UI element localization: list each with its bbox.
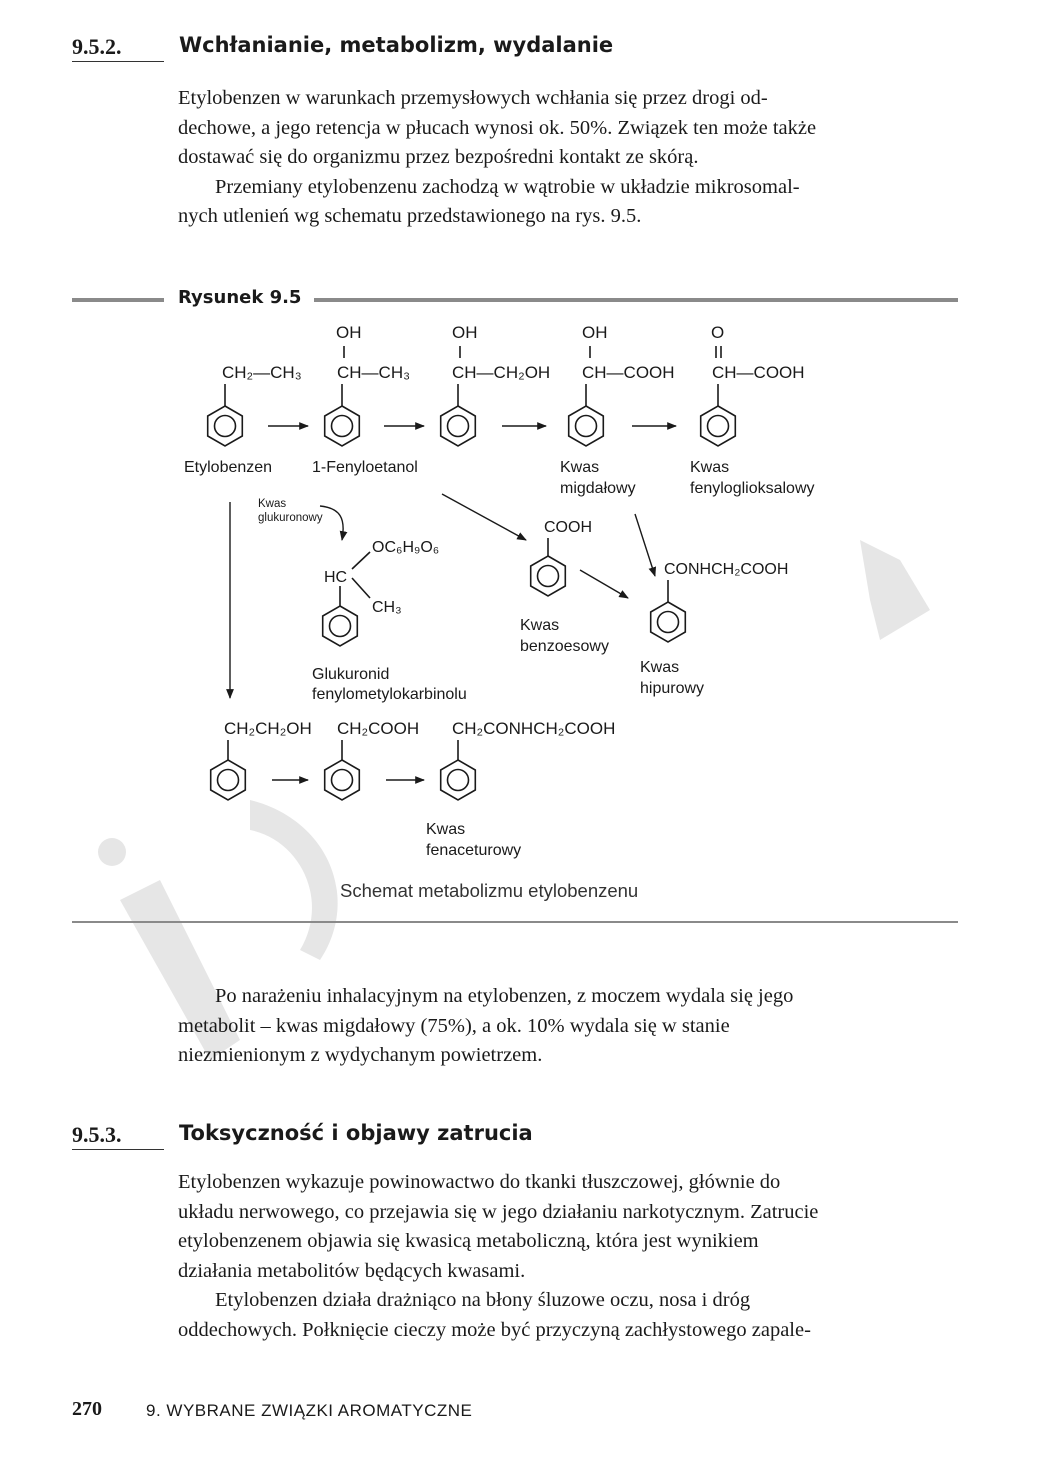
formula-migdalowy: CH—COOH	[582, 363, 675, 382]
arrow-to-benzoic	[442, 494, 526, 540]
text-line: nych utlenień wg schematu przedstawionego na rys. 9.5.	[178, 205, 642, 227]
name-migdalowy-2: migdałowy	[560, 480, 636, 497]
text-line: etylobenzenem objawia się kwasicą metaboliczną, która jest wynikiem	[178, 1230, 759, 1252]
benzene-ring-fenylooctowy	[325, 760, 360, 800]
running-footer: 9. WYBRANE ZWIĄZKI AROMATYCZNE	[146, 1401, 473, 1420]
glucuronide-name-2: fenylometylokarbinolu	[312, 686, 467, 703]
o-label: O	[711, 323, 725, 342]
text-line: metabolit – kwas migdałowy (75%), a ok. 10% wydala się w stanie	[178, 1014, 730, 1037]
hippuric-name-2: hipurowy	[640, 680, 705, 697]
benzene-ring-fenyloetanol-2	[211, 760, 246, 800]
benzene-ring-fenaceturowy	[441, 760, 476, 800]
benzene-ring-fenyloetanol	[325, 406, 360, 446]
text-line: dechowe, a jego retencja w płucach wynosi ok. 50%. Związek ten może także	[178, 116, 817, 139]
name-migdalowy-1: Kwas	[560, 459, 600, 476]
hippuric-name-1: Kwas	[640, 659, 680, 676]
page-number: 270	[72, 1398, 102, 1420]
formula-glikol: CH—CH₂OH	[452, 363, 551, 382]
oh-label-3: OH	[582, 323, 608, 342]
benzene-ring-fenyloglioksalowy	[701, 406, 736, 446]
section-title: Wchłanianie, metabolizm, wydalanie	[179, 33, 614, 57]
section-number: 9.5.2.	[72, 34, 122, 59]
formula-fenylooctowy: CH₂COOH	[337, 719, 420, 738]
text-line: Etylobenzen działa drażniąco na błony śluzowe oczu, nosa i dróg	[215, 1289, 751, 1311]
fenaceturowy-name-2: fenaceturowy	[426, 842, 522, 859]
figure-label: Rysunek 9.5	[178, 287, 302, 308]
benzene-ring-glikol	[441, 406, 476, 446]
formula-etylobenzen: CH₂—CH₃	[222, 363, 302, 382]
benzene-ring-migdalowy	[569, 406, 604, 446]
text-line: Po narażeniu inhalacyjnym na etylobenzen, z moczem wydala się jego	[215, 985, 794, 1007]
oh-label-2: OH	[452, 323, 478, 342]
arrow-to-hippuric-1	[635, 514, 655, 576]
text-line: Przemiany etylobenzenu zachodzą w wątrobie w układzie mikrosomal-	[215, 175, 800, 198]
paragraph-toxicity	[178, 1168, 958, 1345]
glucuronic-label-2: glukuronowy	[258, 512, 323, 524]
text-line: układu nerwowego, co przejawia się w jego działaniu narkotycznym. Zatrucie	[178, 1200, 819, 1223]
name-fenyloglioksalowy-2: fenyloglioksalowy	[690, 480, 815, 497]
text-line: działania metabolitów będących kwasami.	[178, 1259, 526, 1282]
benzene-ring-benzoesowy	[531, 556, 566, 596]
section-number: 9.5.3.	[72, 1122, 122, 1147]
figure-caption: Schemat metabolizmu etylobenzenu	[340, 880, 639, 901]
formula-fenyloetanol: CH—CH₃	[337, 363, 411, 382]
name-etylobenzen: Etylobenzen	[184, 459, 273, 476]
benzene-ring-glukuronid	[323, 606, 358, 646]
figure-rule-bottom	[72, 921, 958, 923]
formula-fenaceturowy: CH₂CONHCH₂COOH	[452, 719, 616, 738]
glucuronide-hc: HC	[324, 569, 348, 586]
glucuronic-label-1: Kwas	[258, 498, 287, 510]
text-line: dostawać się do organizmu przez bezpośredni kontakt ze skórą.	[178, 146, 699, 168]
text-line: Etylobenzen w warunkach przemysłowych wchłania się przez drogi od-	[178, 87, 768, 109]
section-rule	[72, 1149, 164, 1150]
section-title: Toksyczność i objawy zatrucia	[179, 1121, 533, 1145]
oh-label-1: OH	[336, 323, 362, 342]
text-line: niezmienionym z wydychanym powietrzem.	[178, 1044, 543, 1066]
arrow-to-hippuric-2	[580, 570, 628, 598]
benzoic-name-1: Kwas	[520, 617, 560, 634]
benzene-ring-etylobenzen	[208, 406, 243, 446]
text-line: oddechowych. Połknięcie cieczy może być przyczyną zachłystowego zapale-	[178, 1318, 811, 1341]
fenaceturowy-name-1: Kwas	[426, 821, 466, 838]
glucuronide-ch3: CH₃	[372, 599, 402, 616]
formula-fenyloetanol-2: CH₂CH₂OH	[224, 719, 312, 738]
glucuronide-substituent: OC₆H₉O₆	[372, 539, 440, 556]
formula-fenyloglioksalowy: CH—COOH	[712, 363, 805, 382]
benzoic-name-2: benzoesowy	[520, 638, 609, 655]
paragraph-excretion	[178, 982, 958, 1071]
benzene-ring-hipurowy	[651, 602, 686, 642]
name-fenyloetanol: 1-Fenyloetanol	[312, 459, 418, 476]
name-fenyloglioksalowy-1: Kwas	[690, 459, 730, 476]
benzoic-substituent: COOH	[544, 519, 592, 536]
glucuronide-name-1: Glukuronid	[312, 666, 390, 683]
arrow-glucuronic	[320, 506, 343, 540]
hippuric-substituent: CONHCH₂COOH	[664, 561, 789, 578]
text-line: Etylobenzen wykazuje powinowactwo do tkanki tłuszczowej, głównie do	[178, 1171, 781, 1193]
